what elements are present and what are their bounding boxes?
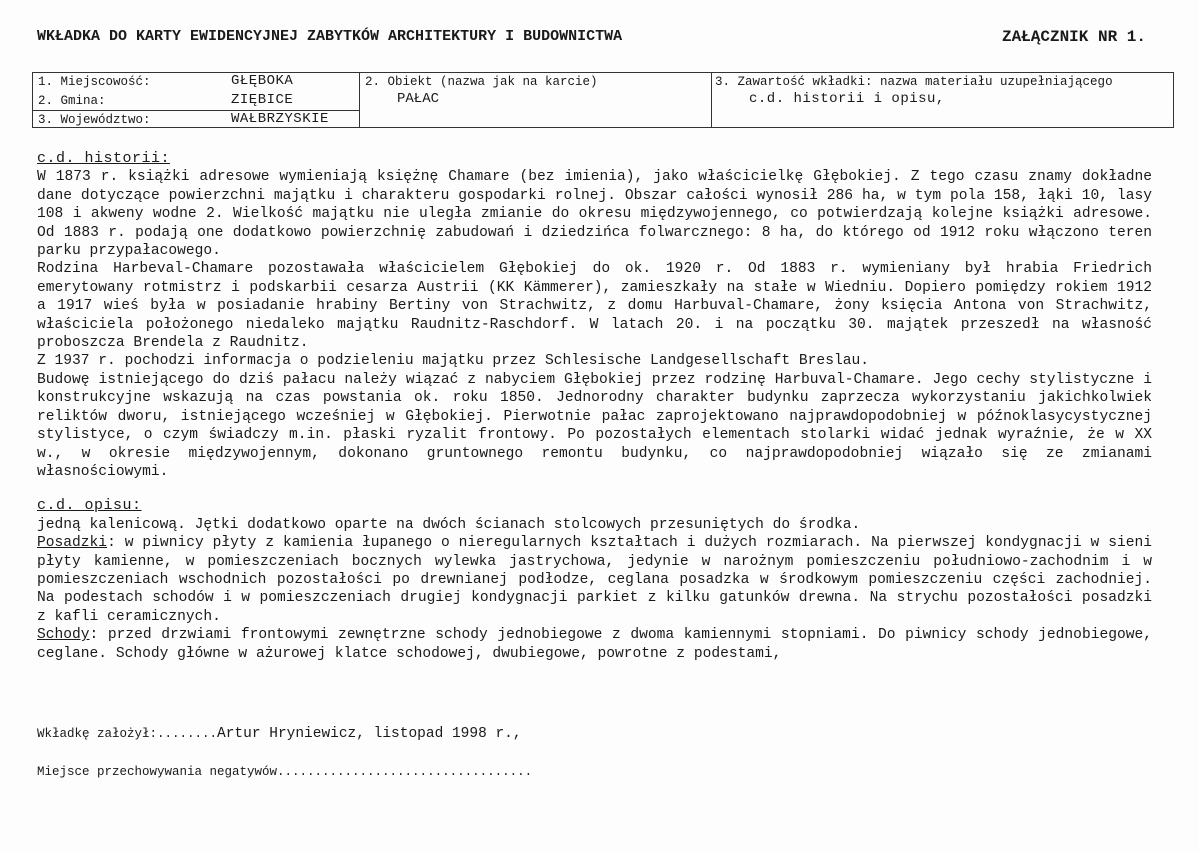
wojewodztwo-value: WAŁBRZYSKIE	[231, 111, 329, 127]
miejscowosc-label: 1. Miejscowość:	[38, 75, 151, 89]
document-title: WKŁADKA DO KARTY EWIDENCYJNEJ ZABYTKÓW ARCHITEKTURY I BUDOWNICTWA	[37, 28, 623, 45]
history-paragraph-1: W 1873 r. książki adresowe wymieniają księżnę Chamare (bez imienia), jako właścicielkę Głębokiej. Z tego czasu znamy dokładne dane dotyczące powierzchni majątku i charakteru gospodarki rolnej. Obszar całości wynosił 286 ha, w tym pola 158, łąki 10, lasy 108 i akweny wodne 2. Wielkość majątku nie uległa zmianie do okresu międzywojennego, co potwierdzają kolejne książki adresowe. Od 1883 r. podają one dodatkowo powierzchnię zabudowań i dziedzińca folwarcznego: 8 ha, do którego od 1912 roku włączono teren parku przypałacowego.	[37, 169, 1152, 260]
stairs-label: Schody	[37, 627, 90, 644]
wojewodztwo-row	[33, 110, 359, 129]
obiekt-label: 2. Obiekt (nazwa jak na karcie)	[365, 75, 598, 89]
floors-paragraph	[37, 534, 1152, 626]
history-heading: c.d. historii:	[37, 150, 171, 167]
document-body	[37, 150, 1152, 663]
floors-text: : w piwnicy płyty z kamienia łupanego o nieregularnych kształtach i dużych rozmiarach. Na pierwszej kondygnacji w sieni płyty kamienne, w pomieszczeniach bocznych wylewka jastrychowa, jedynie w narożnym pomieszczeniu południowo-zachodnim i w pomieszczeniach wschodnich pozostałości po drewnianej podłodze, ceglana posadzka w środkowym pomieszczeniu części zachodniej. Na podestach schodów i w pomieszczeniach drugiej kondygnacji parkiet z kilku gatunków drewna. Na strychu pozostałości posadzki z kafli ceramicznych.	[37, 535, 1152, 625]
object-column	[359, 73, 712, 127]
gmina-row	[33, 92, 359, 110]
info-table	[32, 72, 1174, 128]
wojewodztwo-label: 3. Województwo:	[38, 113, 151, 127]
section-gap	[37, 481, 1152, 497]
obiekt-value: PAŁAC	[397, 91, 440, 107]
zawartosc-value: c.d. historii i opisu,	[749, 91, 945, 107]
description-paragraph-1: jedną kalenicową. Jętki dodatkowo oparte na dwóch ścianach stolcowych przesuniętych do środka.	[37, 516, 861, 533]
attachment-number: ZAŁĄCZNIK NR 1.	[1001, 28, 1146, 46]
author-line	[37, 726, 522, 742]
gmina-label: 2. Gmina:	[38, 94, 106, 108]
zawartosc-label: 3. Zawartość wkładki: nazwa materiału uzupełniającego	[715, 75, 1113, 89]
history-paragraph-4: Budowę istniejącego do dziś pałacu należy wiązać z nabyciem Głębokiej przez rodzinę Harbuval-Chamare. Jego cechy stylistyczne i konstrukcyjne wskazują na czas powstania ok. roku 1850. Jednorodny charakter budynku zaprzecza wykorzystaniu jakichkolwiek reliktów dworu, istniejącego wcześniej w Głębokiej. Pierwotnie pałac zaprojektowano najprawdopodobniej w późnoklasycystycznej stylistyce, o czym świadczy m.in. płaski ryzalit frontowy. Po pozostałych elementach stolarki widać jednak wyraźnie, że w XX w., w okresie międzywojennym, dokonano gruntownego remontu budynku, co najprawdopodobniej wiązało się ze zmianami własnościowymi.	[37, 371, 1152, 480]
description-heading: c.d. opisu:	[37, 497, 142, 515]
document-header	[37, 28, 1146, 50]
miejscowosc-row	[33, 73, 359, 91]
history-paragraph-3: Z 1937 r. pochodzi informacja o podzieleniu majątku przez Schlesische Landgesellschaft Breslau.	[37, 353, 869, 370]
miejscowosc-value: GŁĘBOKA	[231, 73, 294, 89]
negatives-line	[37, 765, 532, 779]
location-column	[33, 73, 360, 127]
author-value: Artur Hryniewicz, listopad 1998 r.,	[217, 726, 522, 742]
negatives-label: Miejsce przechowywania negatywów..................................	[37, 765, 533, 779]
stairs-paragraph	[37, 626, 1152, 663]
gmina-value: ZIĘBICE	[231, 92, 294, 108]
stairs-text: : przed drzwiami frontowymi zewnętrzne schody jednobiegowe z dwoma kamiennymi stopniami. Do piwnicy schody jednobiegowe, ceglane. Schody główne w ażurowej klatce schodowej, dwubiegowe, powrotne z podestami,	[37, 627, 1152, 662]
content-column	[711, 73, 1173, 127]
floors-label: Posadzki	[37, 535, 108, 552]
author-label: Wkładkę założył:........	[37, 727, 218, 741]
history-paragraph-2: Rodzina Harbeval-Chamare pozostawała właścicielem Głębokiej do ok. 1920 r. Od 1883 r. wymieniany był hrabia Friedrich emerytowany rotmistrz i podskarbii cesarza Austrii (KK Kämmerer), zamieszkały na stałe w Wiedniu. Dopiero pomiędzy rokiem 1912 a 1917 wieś była w posiadanie hrabiny Bertiny von Strachwitz, z domu Harbuval-Chamare, żony księcia Antona von Strachwitz, właściciela położonego niedaleko majątku Raudnitz-Raschdorf. W latach 20. i na początku 30. majątek przeszedł na własność proboszcza Brendela z Raudnitz.	[37, 261, 1152, 352]
